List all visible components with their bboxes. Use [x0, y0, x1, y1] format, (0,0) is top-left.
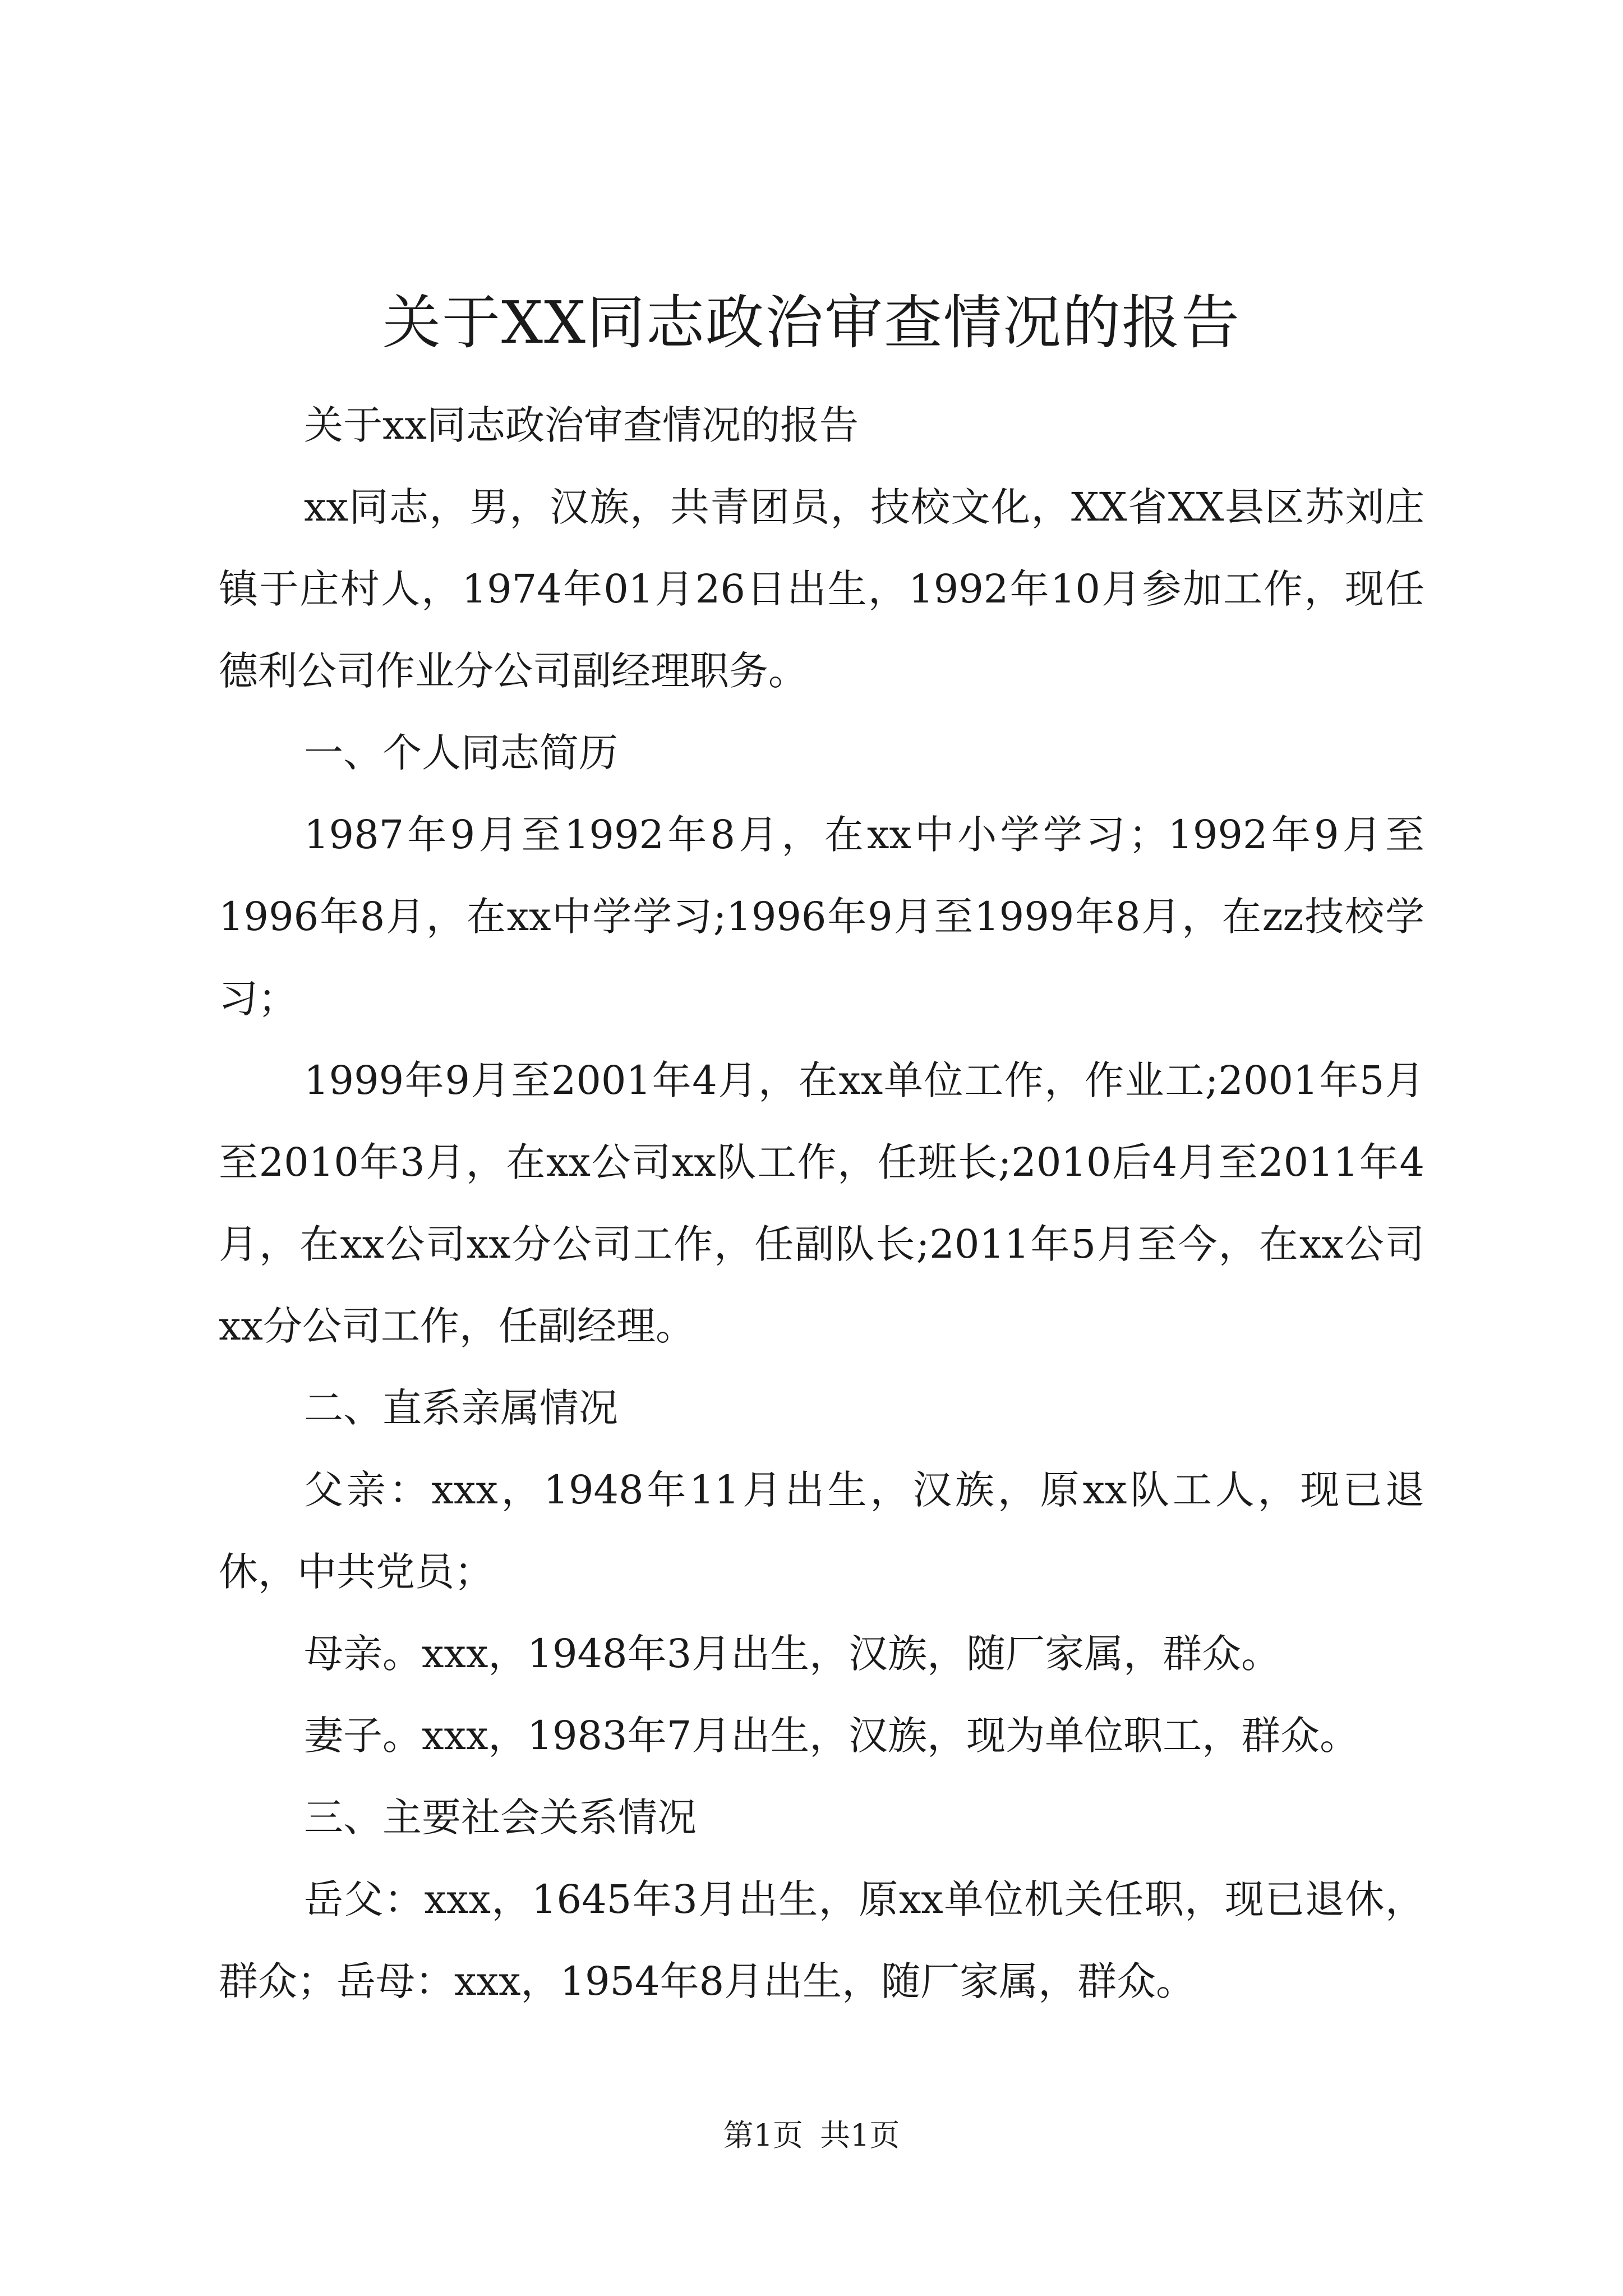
section-heading-social: 三、主要社会关系情况 — [304, 1795, 697, 1841]
paragraph-education: 1987年9月至1992年8月，在xx中小学学习；1992年9月至1996年8月，在xx中学学习;1996年9月至1999年8月，在zz技校学习； — [219, 812, 1424, 1022]
paragraph-subtitle: 关于xx同志政治审查情况的报告 — [304, 402, 859, 448]
page-total: 共1页 — [820, 2118, 900, 2153]
paragraph-wife: 妻子。xxx，1983年7月出生，汉族，现为单位职工，群众。 — [304, 1713, 1359, 1759]
paragraph-in-laws: 岳父：xxx，1645年3月出生，原xx单位机关任职，现已退休，群众；岳母：xxx，1954年8月出生，随厂家属，群众。 — [219, 1876, 1424, 2004]
page-footer — [0, 2116, 1623, 2155]
section-heading-resume: 一、个人同志简历 — [304, 730, 618, 776]
paragraph-mother: 母亲。xxx，1948年3月出生，汉族，随厂家属，群众。 — [304, 1631, 1281, 1677]
paragraph-father: 父亲：xxx，1948年11月出生，汉族，原xx队工人，现已退休，中共党员； — [219, 1467, 1424, 1595]
section-heading-family: 二、直系亲属情况 — [304, 1385, 618, 1431]
page-number: 第1页 — [723, 2118, 803, 2153]
paragraph-work-history: 1999年9月至2001年4月，在xx单位工作，作业工;2001年5月至2010年3月，在xx公司xx队工作，任班长;2010后4月至2011年4月，在xx公司xx分公司工作，任副队长;2011年5月至今，在xx公司xx分公司工作，任副经理。 — [219, 1057, 1424, 1349]
paragraph-basic-info: xx同志，男，汉族，共青团员，技校文化，XX省XX县区苏刘庄镇于庄村人，1974年01月26日出生，1992年10月参加工作，现任德利公司作业分公司副经理职务。 — [219, 484, 1424, 694]
document-title: 关于XX同志政治审查情况的报告 — [382, 288, 1241, 357]
document-body — [219, 384, 1424, 2022]
